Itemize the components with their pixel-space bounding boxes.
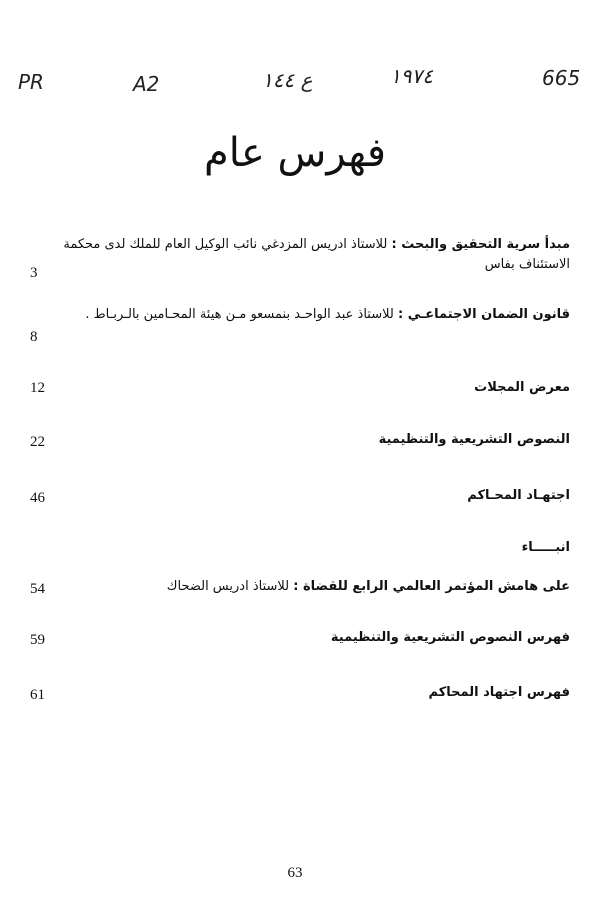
toc-entry [20, 683, 570, 703]
entry-author: للاستاذ ادريس المزدغي نائب الوكيل العام للملك لدى محكمة الاستئناف بفاس [63, 237, 570, 272]
toc-entry [20, 430, 570, 450]
handwritten-note-3: ع ١٤٤ [262, 68, 313, 92]
toc-entry [20, 486, 570, 506]
entry-author: للاستاذ ادريس الضحاك [166, 579, 294, 594]
toc-entry [20, 577, 570, 597]
entry-heading: مبدأ سرية التحقيق والبحث : [391, 237, 570, 252]
entry-page-number: 3 [30, 265, 38, 281]
entry-page-number: 8 [30, 329, 38, 345]
entry-page-number: 59 [30, 632, 45, 648]
handwritten-note-5: 665 [542, 66, 581, 90]
toc-entry [20, 628, 570, 648]
entry-heading: على هامش المؤتمر العالمي الرابع للقضاة : [293, 579, 570, 594]
toc-section-heading [20, 538, 570, 558]
entry-page-number: 46 [30, 490, 45, 506]
handwritten-note-2: A2 [133, 72, 160, 96]
page-title: فهرس عام [204, 130, 386, 176]
entry-heading: اجتهـاد المحـاكم [467, 488, 570, 503]
toc-entry [20, 235, 570, 281]
handwritten-note-1: PR [18, 70, 44, 94]
entry-page-number: 12 [30, 380, 45, 396]
entry-page-number: 22 [30, 434, 45, 450]
entry-author: للاستاذ عبد الواحـد بنمسعو مـن هيئة المحـامين بالـربـاط . [85, 307, 398, 322]
entry-page-number: 54 [30, 581, 45, 597]
entry-heading: النصوص التشريعية والتنظيمية [378, 432, 570, 447]
entry-page-number: 61 [30, 687, 45, 703]
entry-heading: قانون الضمان الاجتماعـي : [397, 307, 570, 322]
handwritten-note-4: ١٩٧٤ [390, 64, 433, 88]
entry-heading: معرض المجلات [474, 380, 570, 395]
footer-page-number: 63 [287, 865, 303, 881]
toc-entry [20, 305, 570, 345]
toc-entry [20, 378, 570, 398]
entry-heading: فهرس النصوص التشريعية والتنظيمية [330, 630, 570, 645]
entry-heading: فهرس اجتهاد المحاكم [428, 685, 570, 700]
entry-heading: انبـــــاء [521, 540, 570, 555]
